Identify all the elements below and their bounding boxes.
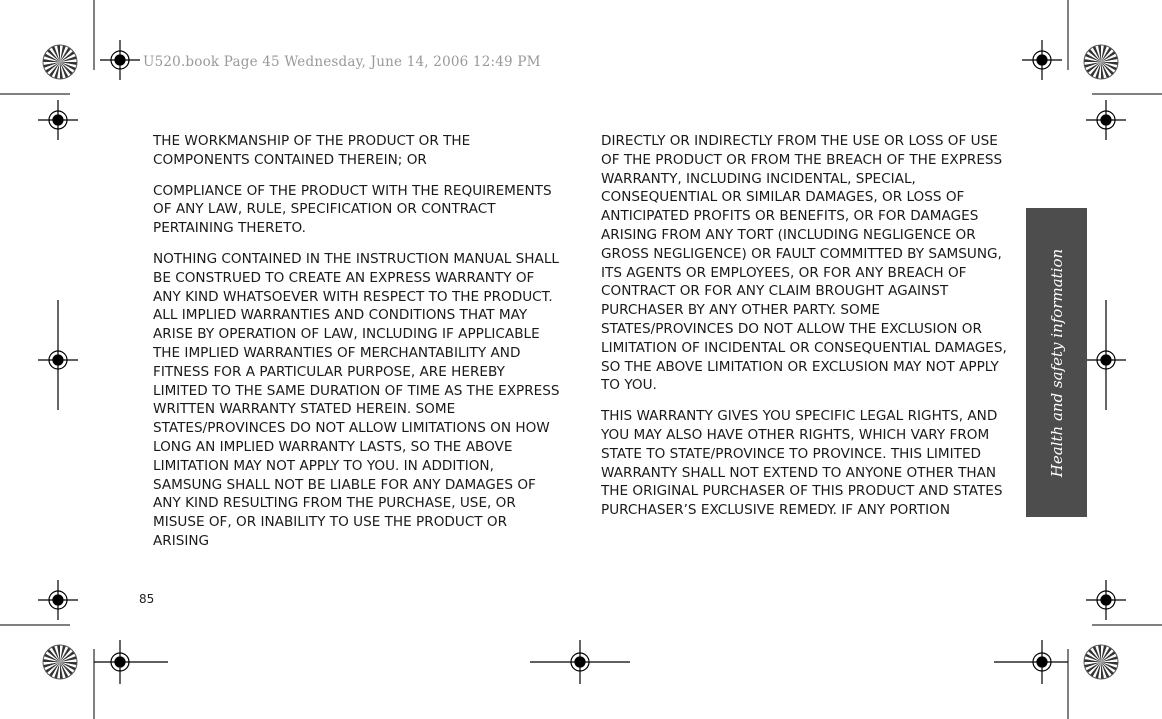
paragraph: COMPLIANCE OF THE PRODUCT WITH THE REQUIREMENTS OF ANY LAW, RULE, SPECIFICATION OR CONTRACT PERTAINING THERETO. [153, 182, 552, 237]
paragraph: THIS WARRANTY GIVES YOU SPECIFIC LEGAL RIGHTS, AND YOU MAY ALSO HAVE OTHER RIGHTS, WHICH VARY FROM STATE TO STATE/PROVINCE TO PROVINCE. THIS LIMITED WARRANTY SHALL NOT EXTEND TO ANYONE OTHER THAN THE ORIGINAL PURCHASER OF THIS PRODUCT AND STATES PURCHASER’S EXCLUSIVE REMEDY. IF ANY PORTION [601, 408, 1003, 519]
left-column [153, 132, 561, 563]
section-tab [1026, 208, 1087, 517]
right-column [601, 132, 1009, 532]
registration-mark-left-lower [38, 580, 78, 620]
registration-mark-left-middle [38, 300, 78, 410]
star-target-top-left [43, 45, 77, 79]
star-target-bottom-right [1084, 645, 1118, 679]
registration-mark-bottom-center [530, 640, 630, 684]
print-header: U520.book Page 45 Wednesday, June 14, 2006 12:49 PM [143, 54, 541, 70]
paragraph: NOTHING CONTAINED IN THE INSTRUCTION MANUAL SHALL BE CONSTRUED TO CREATE AN EXPRESS WARRANTY OF ANY KIND WHATSOEVER WITH RESPECT TO THE PRODUCT. ALL IMPLIED WARRANTIES AND CONDITIONS THAT MAY ARISE BY OPERATION OF LAW, INCLUDING IF APPLICABLE THE IMPLIED WARRANTIES OF MERCHANTABILITY AND FITNESS FOR A PARTICULAR PURPOSE, ARE HEREBY LIMITED TO THE SAME DURATION OF TIME AS THE EXPRESS WRITTEN WARRANTY STATED HEREIN. SOME STATES/PROVINCES DO NOT ALLOW LIMITATIONS ON HOW LONG AN IMPLIED WARRANTY LASTS, SO THE ABOVE LIMITATION MAY NOT APPLY TO YOU. IN ADDITION, SAMSUNG SHALL NOT BE LIABLE FOR ANY DAMAGES OF ANY KIND RESULTING FROM THE PURCHASE, USE, OR MISUSE OF, OR INABILITY TO USE THE PRODUCT OR ARISING [153, 250, 560, 549]
registration-mark-right-upper [1086, 100, 1126, 140]
star-target-bottom-left [43, 645, 77, 679]
registration-mark-top-right [1022, 40, 1062, 80]
paragraph: THE WORKMANSHIP OF THE PRODUCT OR THE COMPONENTS CONTAINED THEREIN; OR [153, 133, 471, 168]
registration-mark-left-upper [38, 100, 78, 140]
registration-mark-right-lower [1086, 580, 1126, 620]
paragraph: DIRECTLY OR INDIRECTLY FROM THE USE OR LOSS OF USE OF THE PRODUCT OR FROM THE BREACH OF THE EXPRESS WARRANTY, INCLUDING INCIDENTAL, SPECIAL, CONSEQUENTIAL OR SIMILAR DAMAGES, OR LOSS OF ANTICIPATED PROFITS OR BENEFITS, OR FOR DAMAGES ARISING FROM ANY TORT (INCLUDING NEGLIGENCE OR GROSS NEGLIGENCE) OR FAULT COMMITTED BY SAMSUNG, ITS AGENTS OR EMPLOYEES, OR FOR ANY BREACH OF CONTRACT OR FOR ANY CLAIM BROUGHT AGAINST PURCHASER BY ANY OTHER PARTY. SOME STATES/PROVINCES DO NOT ALLOW THE EXCLUSION OR LIMITATION OF INCIDENTAL OR CONSEQUENTIAL DAMAGES, SO THE ABOVE LIMITATION OR EXCLUSION MAY NOT APPLY TO YOU. [601, 133, 1007, 394]
registration-mark-right-middle [1086, 300, 1126, 410]
page-number: 85 [139, 592, 155, 606]
registration-mark-bottom-left [94, 640, 168, 684]
registration-mark-bottom-right [994, 640, 1068, 684]
star-target-top-right [1084, 45, 1118, 79]
registration-mark-top-left [100, 40, 140, 80]
section-tab-label: Health and safety information [1047, 248, 1066, 477]
